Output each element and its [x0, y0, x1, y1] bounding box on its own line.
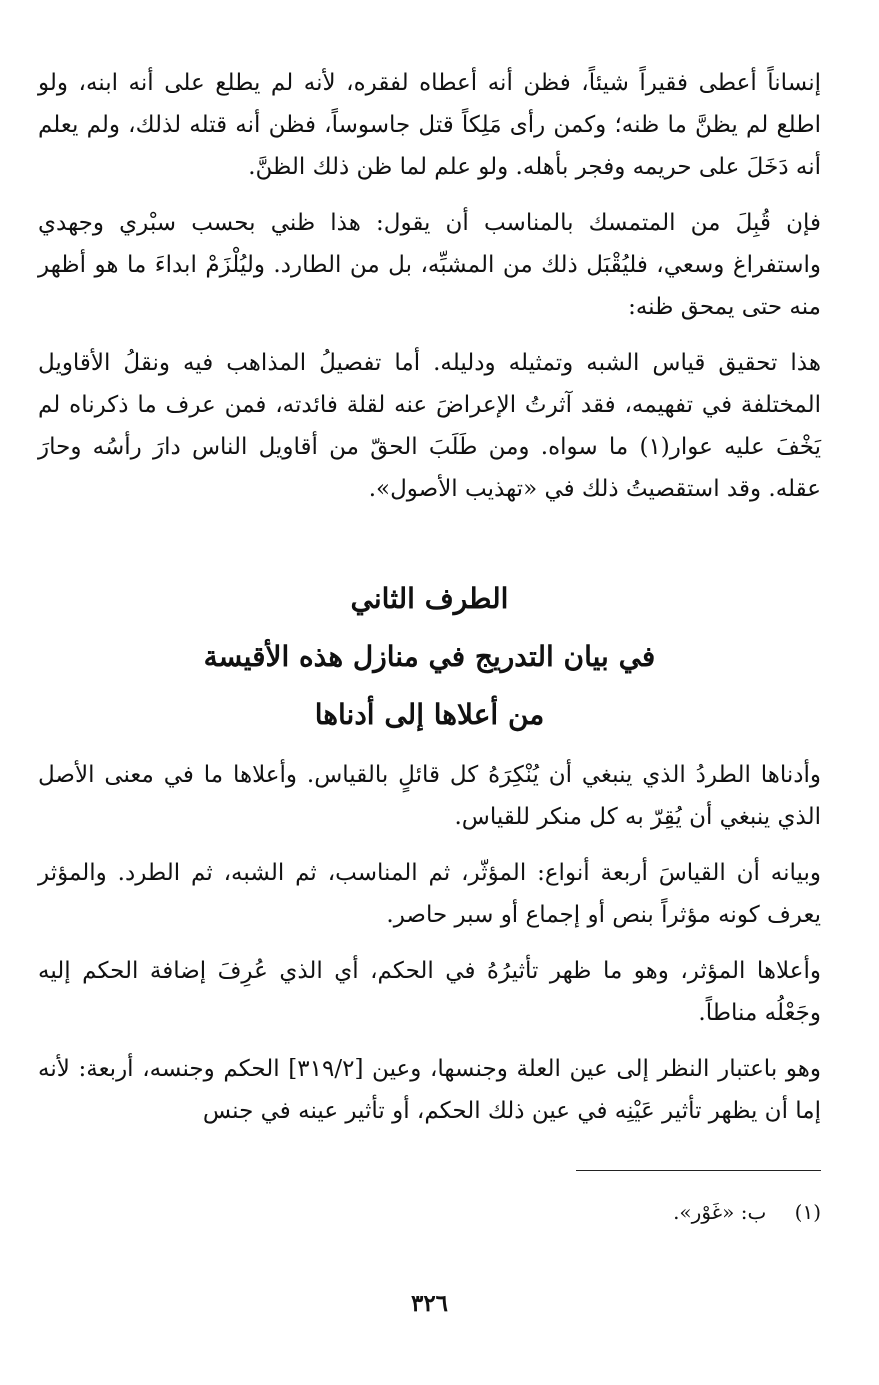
body-text-top	[38, 62, 821, 510]
paragraph: هذا تحقيق قياس الشبه وتمثيله ودليله. أما تفصيلُ المذاهب فيه ونقلُ الأقاويل المختلفة في تفهيمه، فقد آثرتُ الإعراضَ عنه لقلة فائدته، فمن عرف ما ذكرناه لم يَخْفَ عليه عوار(١) ما سواه. ومن طَلَبَ الحقّ من أقاويل الناس دارَ رأسُه وحارَ عقله. وقد استقصيتُ ذلك في «تهذيب الأصول».	[38, 350, 821, 502]
section-subtitle-2: من أعلاها إلى أدناها	[314, 698, 545, 731]
paragraph: فإن قُبِلَ من المتمسك بالمناسب أن يقول: هذا ظني بحسب سبْري وجهدي واستفراغ وسعي، فليُقْبَل ذلك من المشبِّه، بل من الطارد. وليُلْزَمْ ابداءَ ما هو أظهر منه حتى يمحق ظنه:	[38, 210, 821, 320]
paragraph: وأدناها الطردُ الذي ينبغي أن يُنْكِرَهُ كل قائلٍ بالقياس. وأعلاها ما في معنى الأصل الذي ينبغي أن يُقِرّ به كل منكر للقياس.	[38, 762, 821, 830]
section-title: الطرف الثاني	[350, 582, 509, 615]
paragraph: وهو باعتبار النظر إلى عين العلة وجنسها، وعين [٣١٩/٢] الحكم وجنسه، أربعة: لأنه إما أن يظهر تأثير عَيْنِه في عين ذلك الحكم، أو تأثير عينه في جنس	[38, 1056, 821, 1124]
page-number: ٣٢٦	[410, 1290, 449, 1317]
body-text-bottom	[38, 754, 821, 1132]
paragraph: وأعلاها المؤثر، وهو ما ظهر تأثيرُهُ في الحكم، أي الذي عُرِفَ إضافة الحكم إليه وجَعْلُه مناطاً.	[38, 958, 821, 1026]
paragraph: وبيانه أن القياسَ أربعة أنواع: المؤثّر، ثم المناسب، ثم الشبه، ثم الطرد. والمؤثر يعرف كونه مؤثراً بنص أو إجماع أو سبر حاصر.	[38, 860, 821, 928]
book-page	[38, 62, 821, 1352]
section-subtitle: في بيان التدريج في منازل هذه الأقيسة	[203, 640, 656, 673]
section-heading	[38, 570, 821, 744]
footnote-number: (١)	[794, 1200, 821, 1224]
footnote-text: ب: «غَوْر».	[673, 1200, 767, 1224]
footnote	[673, 1197, 821, 1227]
footnote-divider	[576, 1170, 821, 1171]
paragraph: إنساناً أعطى فقيراً شيئاً، فظن أنه أعطاه لفقره، لأنه لم يطلع على أنه ابنه، ولو اطلع لم يظنَّ ما ظنه؛ وكمن رأى مَلِكاً قتل جاسوساً، فظن أنه قتله لذلك، ولم يعلم أنه دَخَلَ على حريمه وفجر بأهله. ولو علم لما ظن ذلك الظنَّ.	[38, 70, 821, 180]
